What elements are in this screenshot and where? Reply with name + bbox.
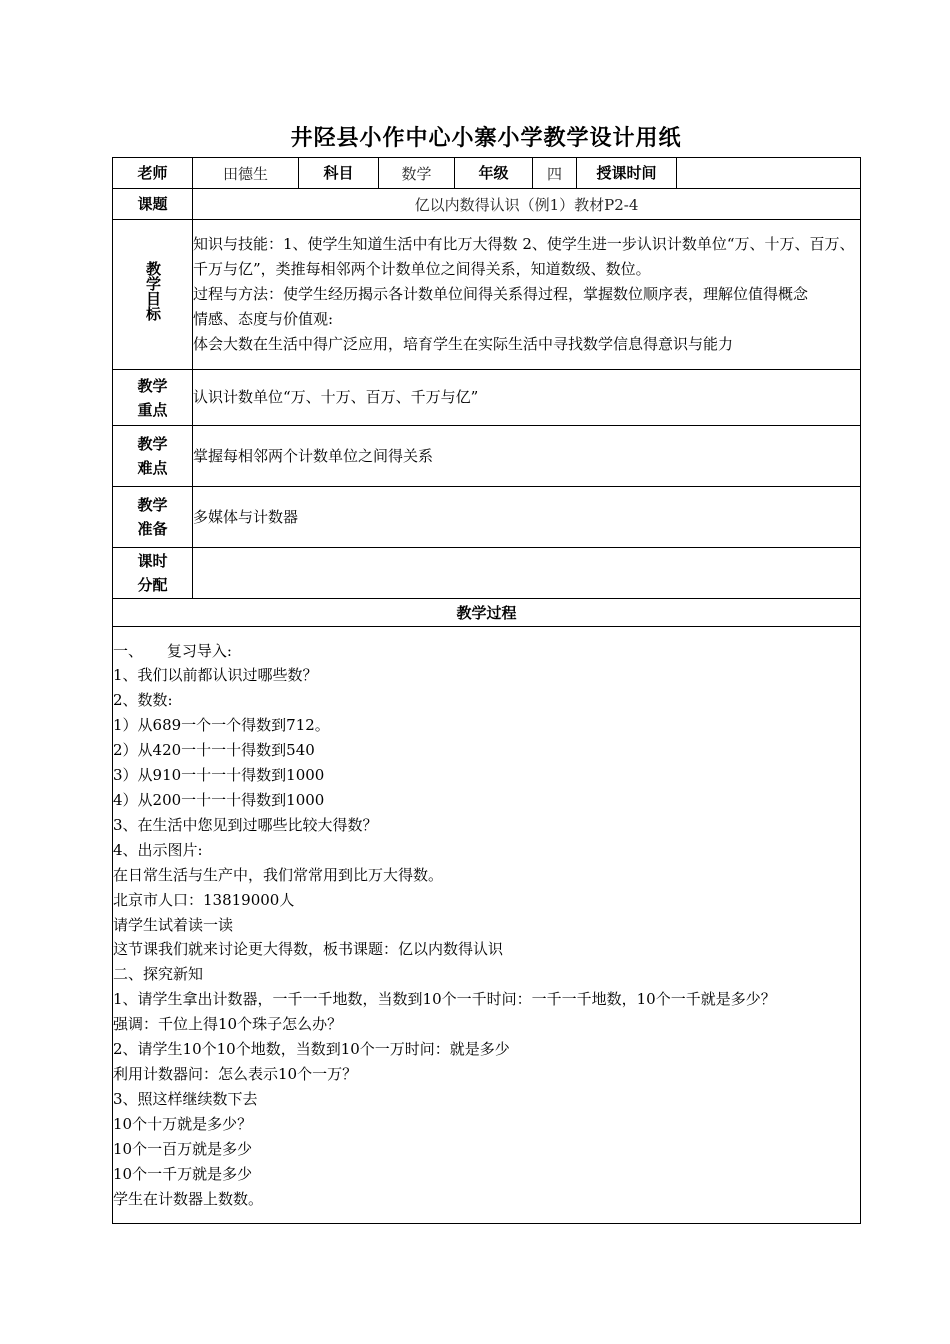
difficulty-value: 掌握每相邻两个计数单位之间得关系 bbox=[193, 426, 861, 487]
subject-value: 数学 bbox=[379, 158, 455, 189]
process-header-row bbox=[113, 599, 861, 627]
difficulty-label bbox=[113, 426, 193, 487]
process-content bbox=[113, 627, 861, 1224]
process-line: 10个一千万就是多少 bbox=[113, 1164, 253, 1183]
subject-label: 科目 bbox=[299, 158, 379, 189]
preparation-label-line2: 准备 bbox=[137, 520, 168, 538]
process-line: 二、探究新知 bbox=[113, 965, 204, 984]
process-row bbox=[113, 627, 861, 1224]
process-line: 1、请学生拿出计数器，一千一千地数，当数到10个一千时问：一千一千地数，10个一千就是多少？ bbox=[113, 990, 776, 1009]
teacher-label: 老师 bbox=[113, 158, 193, 189]
process-line: 2、请学生10个10个地数，当数到10个一万时问：就是多少 bbox=[113, 1040, 510, 1059]
process-line: 3、照这样继续数下去 bbox=[113, 1089, 258, 1108]
process-line: 北京市人口：13819000人 bbox=[113, 890, 295, 909]
topic-value: 亿以内数得认识（例1）教材P2-4 bbox=[193, 189, 861, 220]
process-line: 3）从910一十一十得数到1000 bbox=[113, 766, 325, 785]
objectives-row bbox=[113, 220, 861, 370]
schedule-label bbox=[113, 548, 193, 599]
process-line: 10个十万就是多少？ bbox=[113, 1114, 253, 1133]
objective-attitude-heading: 情感、态度与价值观: bbox=[193, 310, 334, 328]
objective-knowledge: 知识与技能：1、使学生知道生活中有比万大得数 2、使学生进一步认识计数单位“万、十万、百万、千万与亿”，类推每相邻两个计数单位之间得关系，知道数级、数位。 bbox=[193, 235, 855, 278]
process-line: 利用计数器问：怎么表示10个一万？ bbox=[113, 1064, 358, 1083]
teacher-value: 田德生 bbox=[193, 158, 299, 189]
topic-row bbox=[113, 189, 861, 220]
class-time-value bbox=[677, 158, 861, 189]
objectives-content bbox=[193, 220, 861, 370]
preparation-label-line1: 教学 bbox=[137, 496, 168, 514]
process-line: 1）从689一个一个得数到712。 bbox=[113, 716, 330, 735]
difficulty-label-line2: 难点 bbox=[137, 459, 168, 477]
difficulty-row bbox=[113, 426, 861, 487]
grade-value: 四 bbox=[533, 158, 577, 189]
process-line: 1、我们以前都认识过哪些数？ bbox=[113, 666, 318, 685]
process-line: 请学生试着读一读 bbox=[113, 915, 234, 934]
preparation-label bbox=[113, 487, 193, 548]
key-point-row bbox=[113, 370, 861, 426]
schedule-label-line2: 分配 bbox=[137, 576, 168, 594]
document-title: 井陉县小作中心小寨小学教学设计用纸 bbox=[290, 126, 682, 151]
topic-label: 课题 bbox=[113, 189, 193, 220]
objectives-label-text: 教学目标 bbox=[144, 261, 162, 321]
key-point-value: 认识计数单位“万、十万、百万、千万与亿” bbox=[193, 370, 861, 426]
process-header: 教学过程 bbox=[113, 599, 861, 627]
schedule-value bbox=[193, 548, 861, 599]
info-row bbox=[113, 158, 861, 189]
preparation-value: 多媒体与计数器 bbox=[193, 487, 861, 548]
process-line: 2）从420一十一十得数到540 bbox=[113, 741, 315, 760]
process-line: 强调：千位上得10个珠子怎么办？ bbox=[113, 1015, 343, 1034]
process-line: 4、出示图片: bbox=[113, 840, 203, 859]
schedule-row bbox=[113, 548, 861, 599]
difficulty-label-line1: 教学 bbox=[137, 435, 168, 453]
objective-attitude: 体会大数在生活中得广泛应用，培育学生在实际生活中寻找数学信息得意识与能力 bbox=[193, 335, 734, 353]
preparation-row bbox=[113, 487, 861, 548]
schedule-label-line1: 课时 bbox=[137, 552, 168, 570]
process-line: 学生在计数器上数数。 bbox=[113, 1189, 264, 1208]
objectives-label bbox=[113, 220, 193, 370]
process-line: 10个一百万就是多少 bbox=[113, 1139, 253, 1158]
key-point-label-line1: 教学 bbox=[137, 376, 168, 395]
key-point-label-line2: 重点 bbox=[137, 400, 168, 419]
process-line: 3、在生活中您见到过哪些比较大得数？ bbox=[113, 815, 378, 834]
class-time-label: 授课时间 bbox=[577, 158, 677, 189]
lesson-plan-table bbox=[112, 157, 861, 1224]
grade-label: 年级 bbox=[455, 158, 533, 189]
objective-process: 过程与方法：使学生经历揭示各计数单位间得关系得过程，掌握数位顺序表，理解位值得概念 bbox=[193, 285, 809, 303]
process-line: 在日常生活与生产中，我们常常用到比万大得数。 bbox=[113, 865, 444, 884]
process-line: 一、 复习导入: bbox=[113, 641, 232, 660]
process-line: 4）从200一十一十得数到1000 bbox=[113, 791, 325, 810]
process-line: 2、数数: bbox=[113, 691, 173, 710]
process-line: 这节课我们就来讨论更大得数，板书课题：亿以内数得认识 bbox=[113, 940, 504, 959]
key-point-label bbox=[113, 370, 193, 426]
